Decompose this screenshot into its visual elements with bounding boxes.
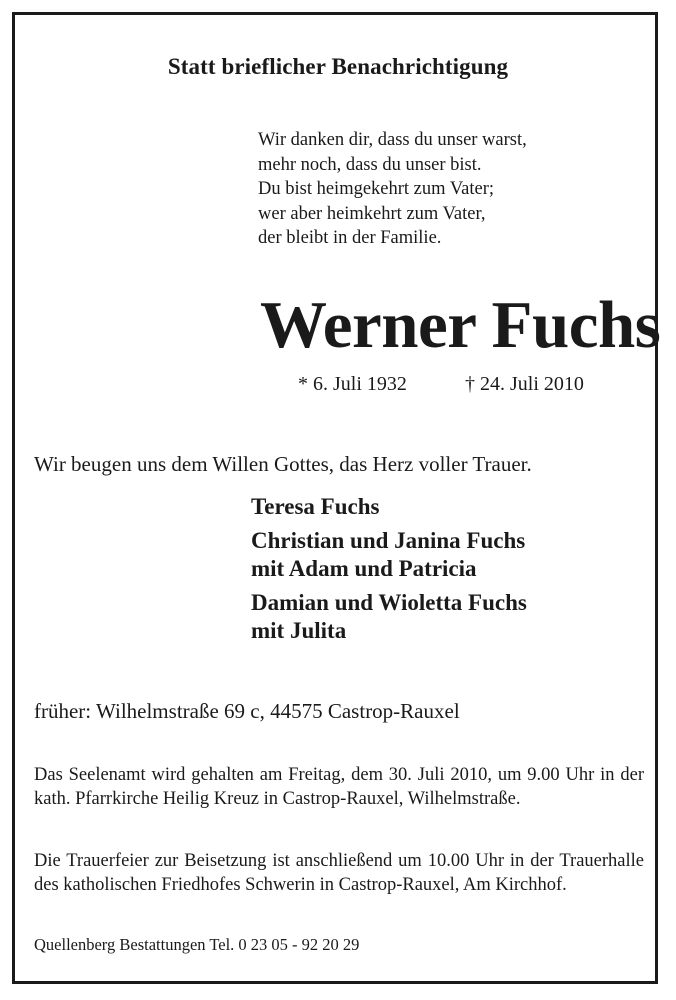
deceased-name: Werner Fuchs xyxy=(260,288,661,362)
poem-line: Du bist heimgekehrt zum Vater; xyxy=(258,179,494,199)
poem-line: wer aber heimkehrt zum Vater, xyxy=(258,203,486,224)
family-group xyxy=(251,589,527,645)
birth-date: * 6. Juli 1932 xyxy=(298,373,407,395)
family-line: mit Julita xyxy=(251,618,347,643)
poem-line: mehr noch, dass du unser bist. xyxy=(258,154,482,175)
family-group xyxy=(251,527,527,583)
family-line: Teresa Fuchs xyxy=(251,494,380,519)
family-list xyxy=(251,493,527,651)
family-line: Damian und Wioletta Fuchs xyxy=(251,590,527,615)
funeral-paragraph: Die Trauerfeier zur Beisetzung ist anschließend um 10.00 Uhr in der Trauerhalle des katholischen Friedhofes Schwerin in Castrop-Rauxel, Am Kirchhof. xyxy=(34,851,644,895)
poem-line: der bleibt in der Familie. xyxy=(258,228,442,248)
family-line: Christian und Janina Fuchs xyxy=(251,528,526,553)
notice-heading: Statt brieflicher Benachrichtigung xyxy=(167,54,509,79)
family-line: mit Adam und Patricia xyxy=(251,556,477,581)
undertaker-contact: Quellenberg Bestattungen Tel. 0 23 05 - 92 20 29 xyxy=(34,935,360,954)
death-date: † 24. Juli 2010 xyxy=(465,373,584,395)
poem xyxy=(258,128,527,251)
former-address: früher: Wilhelmstraße 69 c, 44575 Castrop-Rauxel xyxy=(34,699,460,723)
poem-line: Wir danken dir, dass du unser warst, xyxy=(258,130,527,150)
grief-line: Wir beugen uns dem Willen Gottes, das Herz voller Trauer. xyxy=(34,452,532,476)
family-group xyxy=(251,493,527,521)
requiem-paragraph: Das Seelenamt wird gehalten am Freitag, dem 30. Juli 2010, um 9.00 Uhr in der kath. Pfarrkirche Heilig Kreuz in Castrop-Rauxel, Wilhelmstraße. xyxy=(34,765,644,809)
